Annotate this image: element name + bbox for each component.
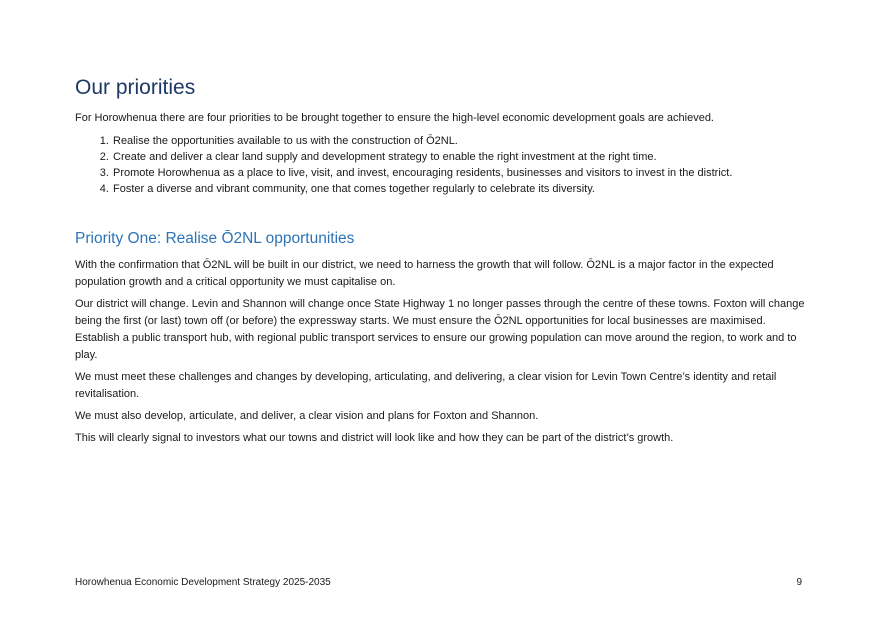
footer-page-number: 9 bbox=[796, 577, 802, 588]
section-paragraph-2: Our district will change. Levin and Shannon will change once State Highway 1 no longer passes through the centre of these towns. Foxton will change being the first (or last) town off (or before) the expressway starts. We must ensure the Ō2NL opportunities for local businesses are maximised. Establish a public transport hub, with regional public transport services to ensure our growing population can move around the region, to work and to play. bbox=[75, 298, 805, 361]
page-title: Our priorities bbox=[75, 76, 196, 99]
section-paragraph-1: With the confirmation that Ō2NL will be built in our district, we need to harness the growth that will follow. Ō2NL is a major factor in the expected population growth and a critical opportunity we must capitalise on. bbox=[75, 259, 774, 288]
priority-item-1: 1. Realise the opportunities available to us with the construction of Ō2NL. bbox=[112, 133, 805, 149]
section-paragraph-4: We must also develop, articulate, and deliver, a clear vision and plans for Foxton and Shannon. bbox=[75, 410, 539, 422]
priority-item-2: 2. Create and deliver a clear land supply and development strategy to enable the right investment at the right time. bbox=[112, 149, 805, 165]
section-paragraph-5: This will clearly signal to investors what our towns and district will look like and how they can be part of the district’s growth. bbox=[75, 432, 674, 444]
priority-item-3: 3. Promote Horowhenua as a place to live, visit, and invest, encouraging residents, businesses and visitors to invest in the district. bbox=[112, 165, 805, 181]
section-heading: Priority One: Realise Ō2NL opportunities bbox=[75, 230, 355, 247]
page-content bbox=[75, 76, 805, 447]
intro-paragraph: For Horowhenua there are four priorities to be brought together to ensure the high-level economic development goals are achieved. bbox=[75, 112, 714, 124]
priorities-list bbox=[75, 133, 805, 197]
priority-item-4: 4. Foster a diverse and vibrant community, one that comes together regularly to celebrate its diversity. bbox=[112, 181, 805, 197]
section-paragraph-3: We must meet these challenges and changes by developing, articulating, and delivering, a clear vision for Levin Town Centre’s identity and retail revitalisation. bbox=[75, 371, 777, 400]
footer-document-name: Horowhenua Economic Development Strategy 2025-2035 bbox=[75, 577, 331, 588]
priority-one-section bbox=[75, 229, 805, 447]
